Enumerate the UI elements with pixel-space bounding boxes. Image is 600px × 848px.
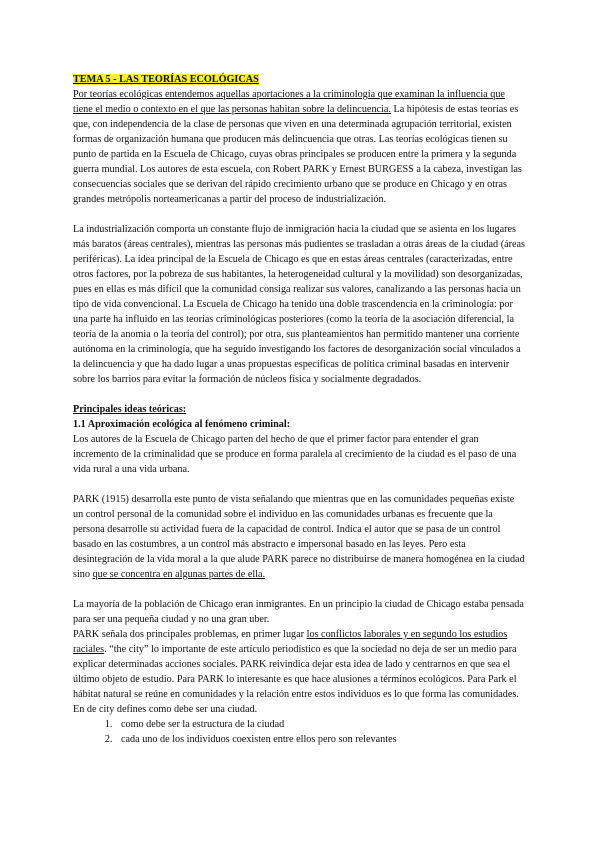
ideas-heading-line: [73, 402, 525, 417]
intro-paragraph: [73, 87, 525, 207]
document-title: TEMA 5 - LAS TEORÍAS ECOLÓGICAS: [73, 74, 259, 85]
numbered-list: [73, 717, 525, 747]
park-problems-start: PARK señala dos principales problemas, en primer lugar: [73, 629, 307, 640]
park-1915-body: PARK (1915) desarrolla este punto de vista señalando que mientras que en las comunidades pequeñas existe un control personal de la comunidad sobre el individuo en las comunidades urbanas es frecuente que la persona desarrolle su actividad fuera de la capacidad de control. Indica el autor que se pasa de un control basado en las costumbres, a un control más abstracto e impersonal basado en las leyes. Pero esta desintegración de la vida moral a la que alude PARK parece no distribuirse de manera homogénea en la ciudad sino: [73, 494, 525, 580]
park-1915-underlined: que se concentra en algunas partes de ella.: [92, 569, 266, 580]
document-title-line: [73, 72, 525, 87]
park-problems-body: . “the city” lo importante de este artículo periodístico es que la sociedad no deja de ser un medio para explicar determinadas acciones sociales. PARK reivindica dejar esta idea de lado y centrarnos en que sea el último objeto de estudio. Para PARK lo interesante es que hace alusiones a términos ecológicos. Para Park el hábitat natural se reúne en comunidades y la relación entre estos individuos es lo que forma las comunidades. En de city defines como debe ser una ciudad.: [73, 644, 519, 715]
list-item: 2. cada uno de los individuos coexisten entre ellos pero son relevantes: [115, 732, 525, 747]
intro-definition: Por teorías ecológicas entendemos aquellas aportaciones a la criminología que examinan la influencia que tiene el medio o contexto en el que las personas habitan sobre la delincuencia.: [73, 89, 505, 115]
section-heading: 1.1 Aproximación ecológica al fenómeno criminal:: [73, 419, 291, 430]
park-problems-paragraph: [73, 627, 525, 717]
intro-body: La hipótesis de estas teorías es que, con independencia de la clase de personas que viven en una determinada agrupación territorial, existen formas de organización humana que producen más delincuencia que otras. Las teorías ecológicas tienen su punto de partida en la Escuela de Chicago, cuyas obras principales se producen entre la primera y la segunda guerra mundial. Los autores de esta escuela, con Robert PARK y Ernest BURGESS a la cabeza, investigan las consecuencias sociales que se derivan del rápido crecimiento urbano que se produce en Chicago y en otras grandes metrópolis norteamericanas a partir del proceso de industrialización.: [73, 104, 522, 205]
paragraph-gap: [73, 387, 525, 402]
paragraph-gap: [73, 477, 525, 492]
paragraph-gap: [73, 582, 525, 597]
immigrants-paragraph: La mayoría de la población de Chicago eran inmigrantes. En un principio la ciudad de Chicago estaba pensada para ser una pequeña ciudad y no una gran uber.: [73, 599, 524, 625]
park-1915-paragraph: [73, 492, 525, 582]
paragraph-gap: [73, 207, 525, 222]
chicago-authors-paragraph: Los autores de la Escuela de Chicago parten del hecho de que el primer factor para entender el gran incremento de la criminalidad que se produce en forma paralela al crecimiento de la ciudad es el paso de una vida rural a una vida urbana.: [73, 434, 517, 475]
list-item: 1. como debe ser la estructura de la ciudad: [115, 717, 525, 732]
park-problems-underlined: los conflictos laborales y en segundo los estudios raciales: [73, 629, 508, 655]
document-page: [73, 72, 525, 747]
industrialization-paragraph: La industrialización comporta un constante flujo de inmigración hacia la ciudad que se asienta en los lugares más baratos (áreas centrales), mientras las personas más pudientes se trasladan a otras áreas de la ciudad (áreas periféricas). La idea principal de la Escuela de Chicago es que en estas áreas centrales (caracterizadas, entre otros factores, por la pobreza de sus habitantes, la heterogeneidad cultural y la movilidad) son desorganizadas, pues en ellas es más difícil que la comunidad consiga realizar sus valores, canalizando a las personas hacia un tipo de vida convencional. La Escuela de Chicago ha tenido una doble trascendencia en la criminología: por una parte ha influido en las teorías criminológicas posteriores (como la teoría de la asociación diferencial, la teoría de la anomia o la teoría del control); por otra, sus planteamientos han permitido mantener una corriente autónoma en la criminología, que ha seguido investigando los factores de desorganización social vinculados a la delincuencia y que ha dado lugar a unas propuestas específicas de política criminal basadas en intervenir sobre los barrios para evitar la formación de núcleos física y socialmente degradados.: [73, 224, 526, 385]
ideas-heading: Principales ideas teóricas:: [73, 404, 187, 415]
